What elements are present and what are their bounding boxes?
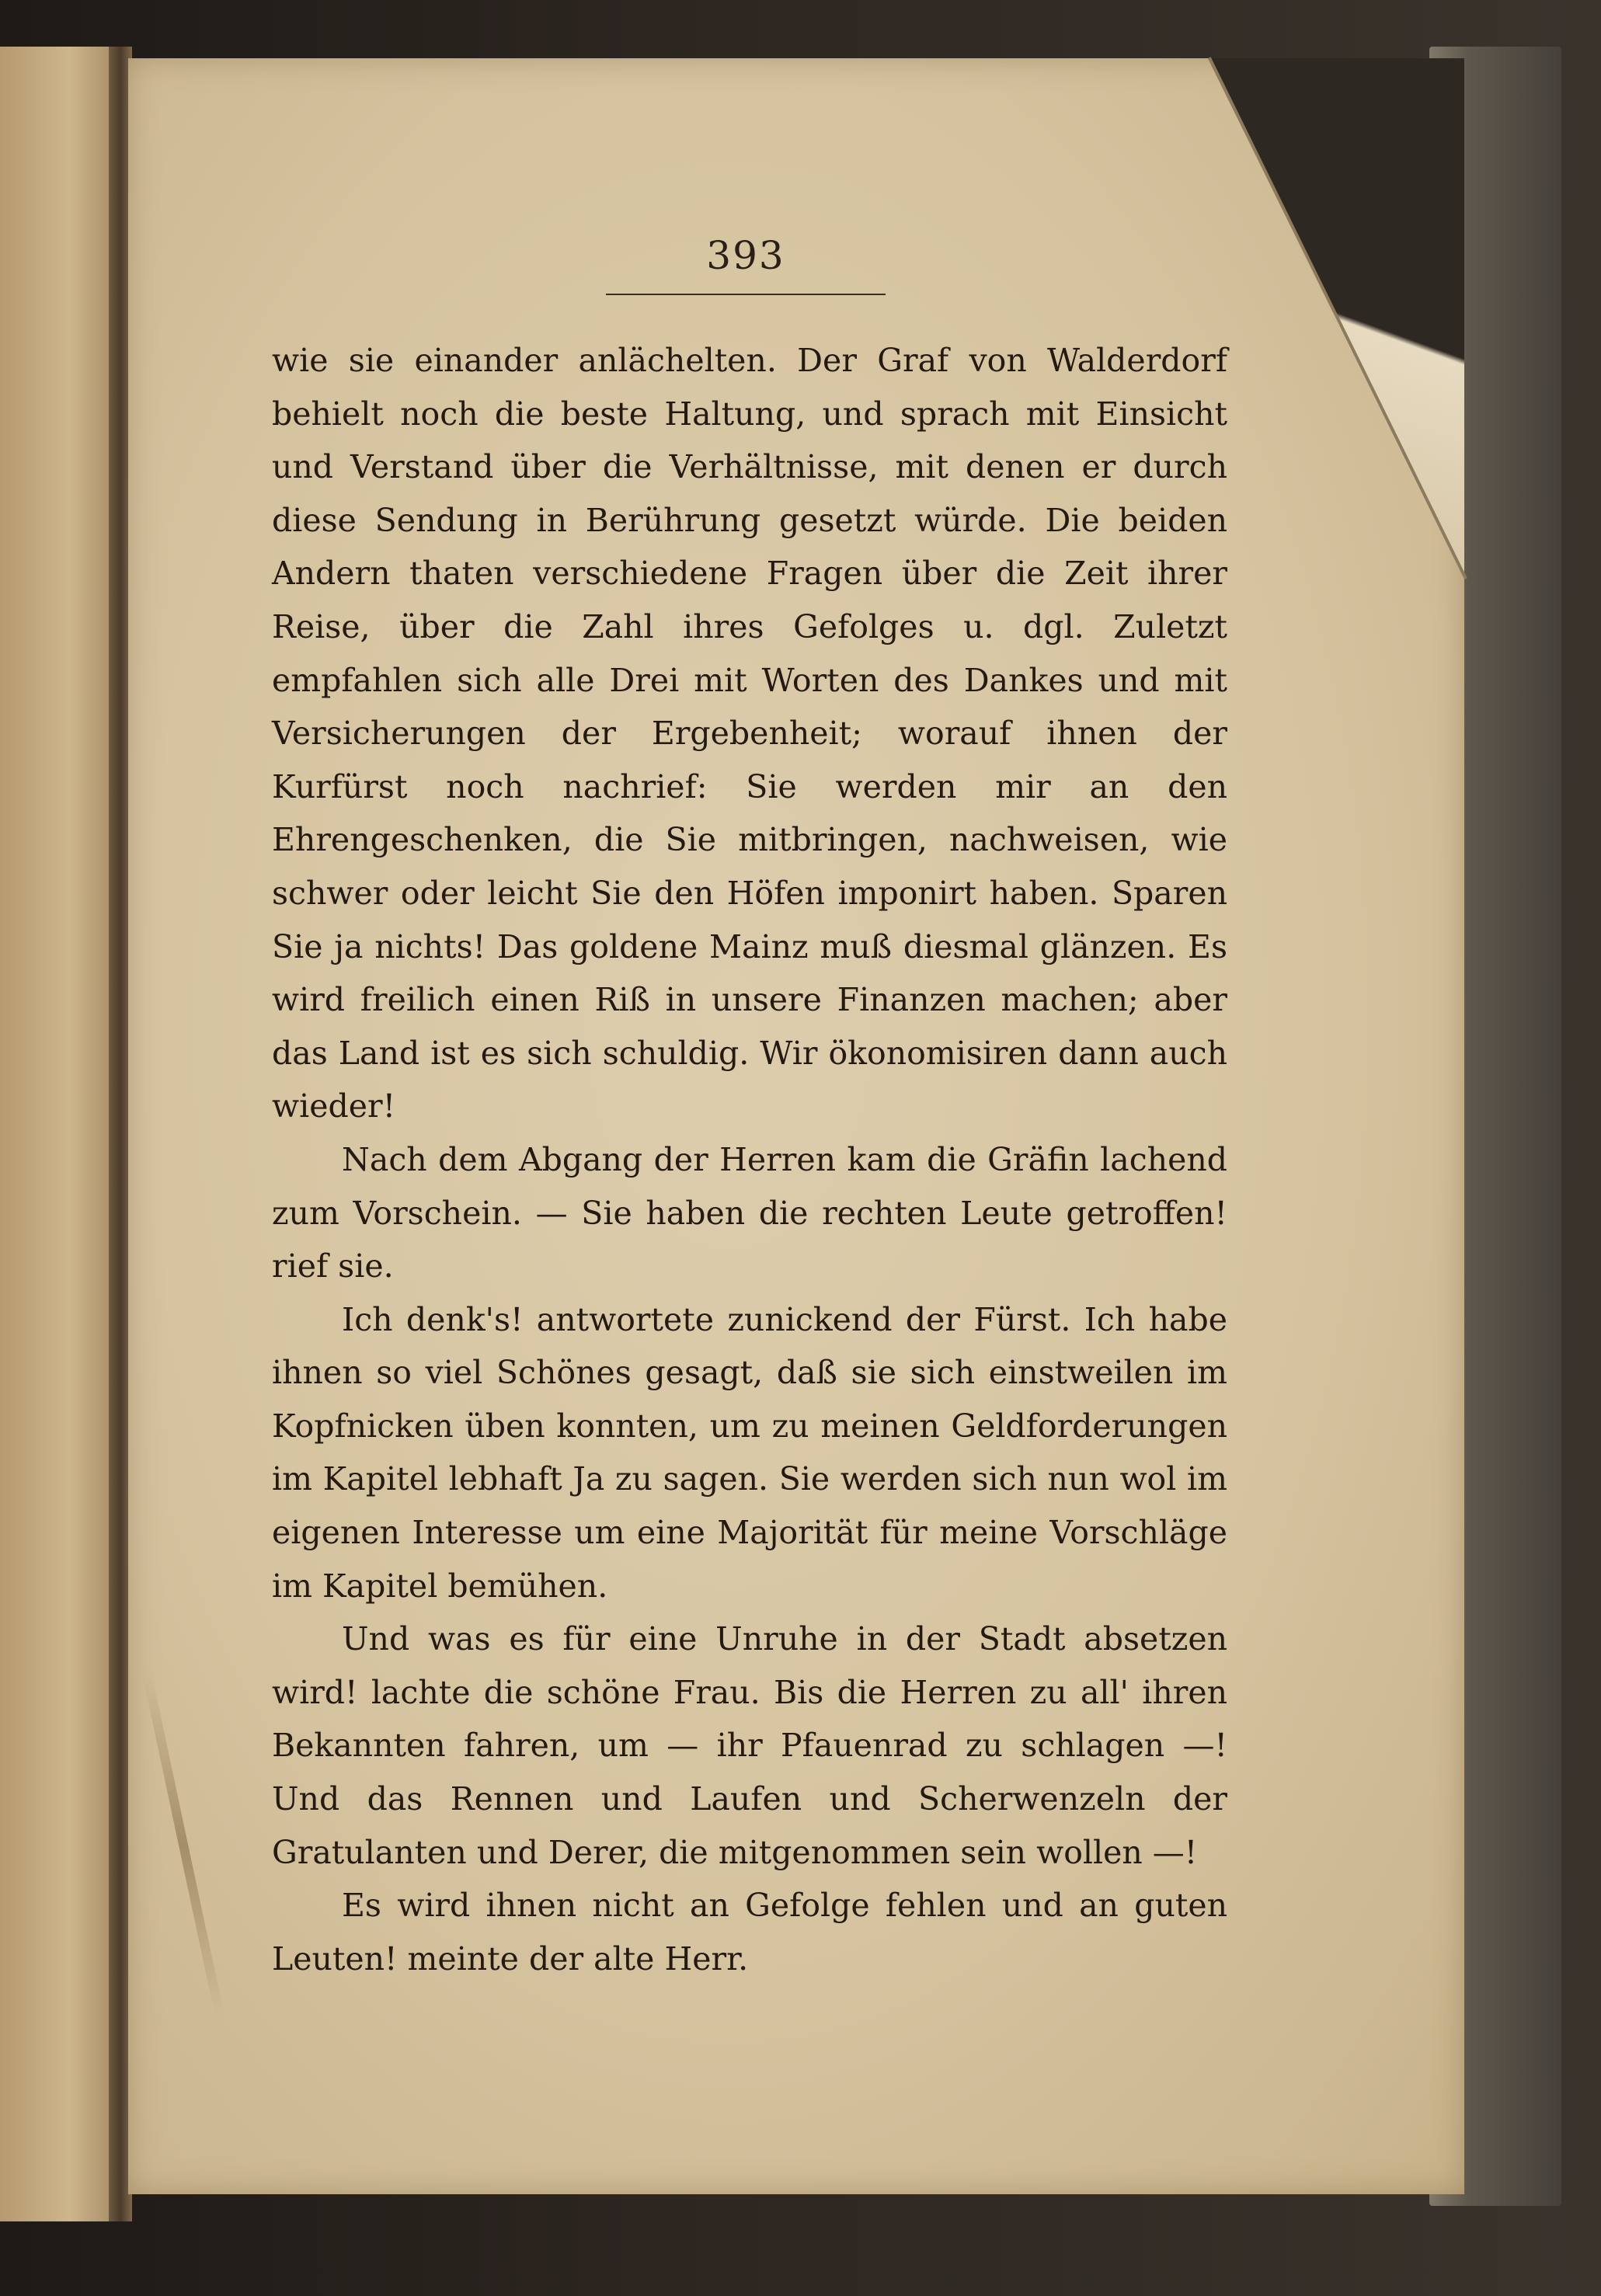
page-number: 393 xyxy=(706,233,785,278)
paragraph: Ich denk's! antwortete zunickend der Fürst. Ich habe ihnen so viel Schönes gesagt, daß sie sich einstweilen im Kopfnicken üben konnten, um zu meinen Geldforderungen im Kapitel lebhaft Ja zu sagen. Sie werden sich nun wol im eigenen Interesse um eine Majorität für meine Vorschläge im Kapitel bemühen. xyxy=(272,1300,1227,1605)
paragraph: wie sie einander anlächelten. Der Graf von Walderdorf behielt noch die beste Haltung, und sprach mit Einsicht und Verstand über die Verhältnisse, mit denen er durch diese Sendung in Berührung gesetzt würde. Die beiden Andern thaten verschiedene Fragen über die Zeit ihrer Reise, über die Zahl ihres Gefolges u. dgl. Zuletzt empfahlen sich alle Drei mit Worten des Dankes und mit Versicherungen der Ergebenheit; worauf ihnen der Kurfürst noch nachrief: Sie werden mir an den Ehrengeschenken, die Sie mitbringen, nachweisen, wie schwer oder leicht Sie den Höfen imponirt haben. Sparen Sie ja nichts! Das goldene Mainz muß diesmal glänzen. Es wird freilich einen Riß in unsere Finanzen machen; aber das Land ist es sich schuldig. Wir ökonomisiren dann auch wieder! xyxy=(272,342,1227,1125)
paragraph: Und was es für eine Unruhe in der Stadt absetzen wird! lachte die schöne Frau. Bis die Herren zu all' ihren Bekannten fahren, um — ihr Pfauenrad zu schlagen —! Und das Rennen und Laufen und Scherwenzeln der Gratulanten und Derer, die mitgenommen sein wollen —! xyxy=(272,1620,1227,1871)
paragraph: Nach dem Abgang der Herren kam die Gräfin lachend zum Vorschein. — Sie haben die rechten Leute getroffen! rief sie. xyxy=(272,1140,1227,1285)
header-rule xyxy=(606,294,886,295)
paragraph: Es wird ihnen nicht an Gefolge fehlen und an guten Leuten! meinte der alte Herr. xyxy=(272,1887,1227,1978)
facing-page-edge xyxy=(0,47,117,2221)
body-text xyxy=(272,334,1227,1978)
